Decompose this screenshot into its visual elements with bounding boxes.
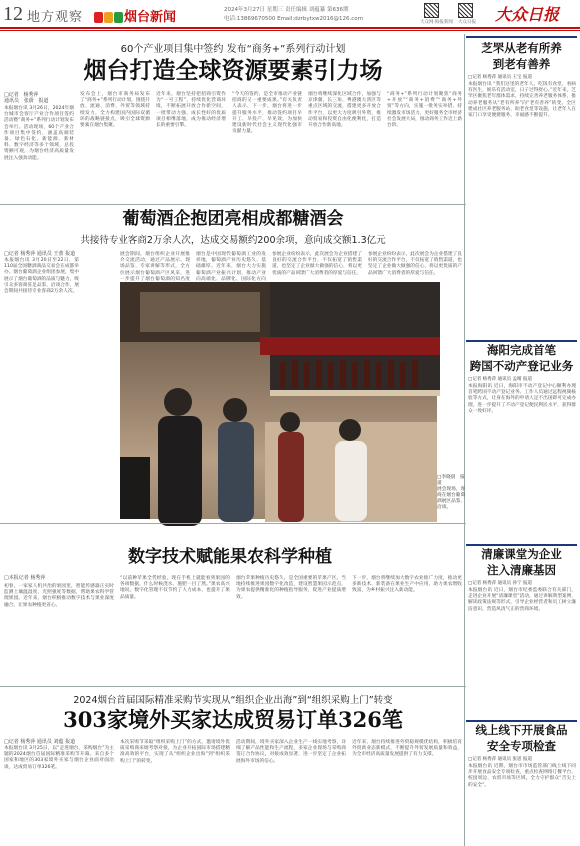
issue-meta: 2024年3月27日 星期三 责任编辑 刘蕴纂 第636期 [224,7,349,13]
masthead-rule [0,27,580,29]
section-divider [0,686,466,687]
bottom-headline: 303家境外买家达成贸易订单326笔 [63,707,403,732]
lead-column: “今天的签约，是全市推动产业链招商的又一重要成果。”有关负责人表示，下一步，烟台将进一步提升服务水平，推动签约项目早开工、早投产、早见效，为加快建设新时代社会主义现代化强市贡献力量。 [232,92,302,135]
lead-column: 近年来，烟台坚持把招商引资作为“一号工程”，持续优化营商环境，不断拓展开放合作新空间，一批带动力强、成长性好的优质项目相继落地，成为推动经济增长的重要引擎。 [156,92,226,129]
expo-photo-illustration [120,282,437,519]
wine-column: 本报烟台讯 3月20日至22日，第110届全国糖酒商品交易会在成都举办。烟台葡萄酒企业组团参展，集中展示了烟台葡萄酒的品质与魅力，吸引众多客商驻足品鉴、洽谈合作，展会期间共接待专业客商2万余人次。 [4,258,80,295]
qr-label: 大众网·海报新闻 [420,20,453,25]
wine-column: 烟台是中国现代葡萄酒工业的发祥地，葡萄酒产业历史悠久、基础雄厚。近年来，烟台大力实施葡萄酒产业振兴计划，推动产业向高端化、品牌化、国际化方向 [196,252,266,282]
digital-column: 下一步，烟台将继续加大数字农业推广力度，推动更多新技术、新装备在果业生产中应用，助力果农增收致富，为乡村振兴注入新动能。 [352,576,462,594]
edition-name: 烟台新闻 [124,10,177,25]
lead-byline: □记者 杨秀萍 通讯员 张蔚 报道 [4,92,49,104]
right-story-byline: □记者 杨秀萍 通讯员 孙宁 报道 [468,581,532,586]
bottom-column: 活动期间，境外买家深入企业生产一线实地考察，详细了解产品性能和生产流程，多家企业现场与采购商签订合作协议，对接成效显著，进一步坚定了企业拓展海外市场的信心。 [236,740,346,764]
lead-column: 烟台将继续深化区域合作，加强与京津冀、长三角、粤港澳大湾区等重点区域的交流，搭建更多开放合作平台，以更大力度吸引外资，推动贸易和投资自由化便利化，打造开放合作新高地。 [308,92,381,129]
lead-column: 发布会上，烟台市商务局发布了“商务+”系列行动计划，围绕开放、流通、消费、外贸等领域持续发力，全力构建国内国际双循环的战略链接点，吸引全球资源要素在烟台集聚。 [80,92,150,129]
masthead [0,0,580,34]
bottom-column: 本次采购节采取“组织采购上门”的方式，邀请境外优质采购商来烟考察对接，为企业开拓国际市场搭建精准高效的平台，实现了从“组织企业出海”到“组织采购上门”的转变。 [120,740,230,764]
bottom-column: 本报烟台讯 3月25日，以“走进烟台、采购烟台”为主题的2024烟台首届国际精准采购节开幕。来自多个国家和地区的303家境外买家与烟台企业面对面洽谈，达成贸易订单326笔。 [4,746,114,770]
digital-headline: 数字技术赋能果农科学种植 [128,547,332,567]
right-story-title: 海阳完成首笔 跨国不动产登记业务 [469,343,574,373]
right-story-byline: □记者 杨秀萍 通讯员 王宝 报道 [468,75,532,80]
right-story-body: 本报烟台讯 近日，烟台市纪委监委联合有关部门，走进企业开展“清廉课堂”活动，通过讲解典型案例、解读政策法规等形式，引导企业经营者和员工树立廉洁意识，营造风清气正的营商环境。 [468,588,576,612]
wine-column: 参展企业纷纷表示，此次展会为企业搭建了良好的交流合作平台，不仅拓宽了销售渠道，也坚定了企业做大做强的信心，将以更优质的产品回馈广大消费者的厚爱与信任。 [368,252,462,276]
section-name: 地方观察 [27,10,84,25]
right-rule [466,36,577,38]
lead-column: 本报烟台讯 3月26日，2024年烟台城市会客厅产业合作项目签约活动暨“商务+”系列行动计划发布会举行。活动现场，60个产业合作项目集中签约，涵盖高端装备、绿色石化、新能源、新材料、数字经济等多个领域，总投资额可观，为烟台经济高质量发展注入强劲动能。 [4,106,74,161]
lead-kicker: 60个产业项目集中签约 发布“商务+”系列行动计划 [120,44,346,55]
digital-column: 初春，一家家人机共治的果园里，智能传感器正实时监测土壤温湿度、光照强度等数据，帮助果农科学管理果园。近年来，烟台积极推动数字技术与果业深度融合，让果农种植更省心。 [4,584,114,608]
wine-subhead: 共接待专业客商2万余人次，达成交易额约200余项，意向成交额1.3亿元 [80,235,386,246]
bottom-byline: □记者 杨秀萍 通讯员 刘蕴 报道 [4,739,76,745]
wine-headline: 葡萄酒企抱团亮相成都糖酒会 [122,209,344,229]
contact-meta: 电话:13869670500 Email:dzrbytxw2016@126.com [224,16,363,22]
lead-column: “商务+”系列行动计划聚焦“商务+开放”“商务+消费”“商务+外贸”等方向，实施一批务实举措，持续激发市场活力，更好服务全市经济社会发展大局，推动商务工作迈上新台阶。 [387,92,463,129]
right-story-body: 本报海阳讯 近日，海阳市不动产登记中心顺利办理首笔跨国不动产登记业务。工作人员通过远程视频核验等方式，让身在海外的申请人足不出国即可完成办理，进一步提升了不动产登记便民利民水平，获得群众一致好评。 [468,384,576,414]
wine-column: 参展企业纷纷表示，此次展会为企业搭建了良好的交流合作平台，不仅拓宽了销售渠道，也坚定了企业做大做强的信心，将以更优质的产品回馈广大消费者的厚爱与信任。 [272,252,362,276]
right-story-byline: □记者 杨秀萍 通讯员 张思 报道 [468,757,532,762]
qr-code-icon [458,3,473,18]
newspaper-brand: 大众日报 [495,5,560,24]
right-story-title: 线上线下开展食品 安全专项检查 [475,723,568,753]
right-story-body: 本报烟台讯 “我们这里的老年人，吃饭有食堂，看病有医生，娱乐有活动室，日子过得舒心。”近年来，芝罘区聚焦老年群体需求，持续完善养老服务体系，推动养老服务从“老有所养”向“老有善养”转变。全区建成社区养老服务站、助老食堂等设施，让老年人在家门口享受便捷服务，幸福感不断提升。 [468,82,576,119]
bottom-kicker: 2024烟台首届国际精准采购节实现从“组织企业出海”到“组织采购上门”转变 [73,695,393,706]
edition-logo-icon [94,8,124,20]
digital-column: “以前种苹果全凭经验，现在手机上就能看到果园的各项数据，什么时候浇水、施肥一目了然。”果农高兴地说。数字化管理不仅节约了人力成本，也提升了果品质量。 [120,576,230,600]
bottom-column: 近年来，烟台持续推进外贸稳规模优结构，积极培育外贸新业态新模式，不断提升外贸发展质量和效益，为全市经济高质量发展提供了有力支撑。 [352,740,462,758]
masthead-rule [0,30,580,31]
wine-column: 展会期间，烟台组织企业开展推介交流活动，通过产品展示、现场品鉴、专家讲解等形式，全方位展示烟台葡萄酒产区风采，进一步提升了烟台葡萄酒的知名度 [120,252,190,282]
photo-caption: □李晓晨 报道 展会现场，客商在烟台葡萄酒展区品鉴、洽谈。 [437,475,466,510]
qr-code-icon [424,3,439,18]
wine-byline: □记者 杨秀萍 通讯员 王蕾 报道 [4,251,76,257]
digital-byline: □本报记者 杨秀萍 [4,575,46,581]
right-story-title: 芝罘从老有所养 到老有善养 [481,41,562,71]
right-story-title: 清廉课堂为企业 注入清廉基因 [481,547,562,577]
qr-label: 大众日报 [458,20,476,25]
lead-headline: 烟台打造全球资源要素引力场 [83,57,383,84]
page-number: 12 [3,3,23,25]
right-story-byline: □记者 杨秀萍 通讯员 孟晴 报道 [468,377,532,382]
expo-photo [120,282,437,519]
digital-column: 烟台苹果种植历史悠久，是全国重要的苹果产区。当地持续推进果园数字化改造，建设智慧果园示范点，为果农提供精准化的种植指导服务，促进产业提质增效。 [236,576,346,600]
right-story-body: 本报烟台讯 近期，烟台市市场监管部门线上线下同步开展食品安全专项检查，重点检查网络订餐平台、校园周边、农贸市场等区域，全力守护群众“舌尖上的安全”。 [468,764,576,788]
section-divider [0,204,466,205]
section-divider [0,523,466,524]
